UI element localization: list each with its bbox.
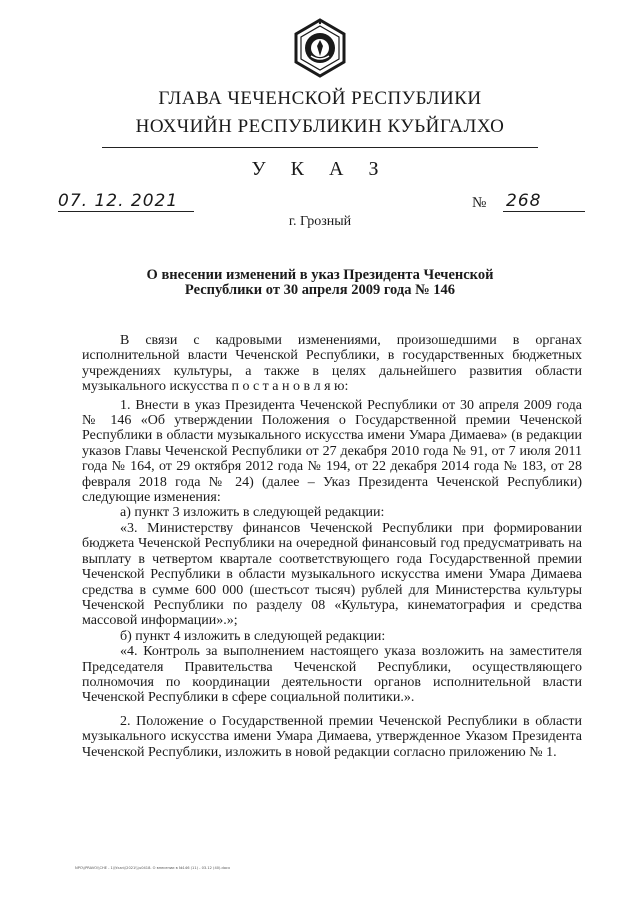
item-2-paragraph: 2. Положение о Государственной премии Чеченской Республики в области музыкального искусства имени Умара Димаева, утвержденное Указом Президента Чеченской Республики, изложить в новой редакции согласно приложению № 1. xyxy=(82,713,582,760)
decree-body xyxy=(82,333,582,760)
item-1b-paragraph: б) пункт 4 изложить в следующей редакции: xyxy=(120,628,386,644)
city-label: г. Грозный xyxy=(288,214,352,229)
authority-title-chechen: НОХЧИЙН РЕСПУБЛИКИН КУЬЙГАЛХО xyxy=(135,116,505,137)
number-underline xyxy=(503,211,585,212)
decree-number: 268 xyxy=(506,191,542,211)
authority-title: ГЛАВА ЧЕЧЕНСКОЙ РЕСПУБЛИКИ xyxy=(158,88,482,109)
item-1b-text-paragraph: «4. Контроль за выполнением настоящего указа возложить на заместителя Председателя Правительства Чеченской Республики, осуществляющего полномочия по координации деятельности органов исполнительной власти Чеченской Республики в сфере социальной политики.». xyxy=(82,644,582,706)
preamble-paragraph: В связи с кадровыми изменениями, произошедшими в органах исполнительной власти Чеченской Республики, в государственных бюджетных учреждениях культуры, а также в целях дальнейшего развития области музыкального искусства п о с т а н о в л я ю: xyxy=(82,333,582,395)
number-sign: № xyxy=(472,195,487,211)
subject-line: Республики от 30 апреля 2009 года № 146 xyxy=(184,282,456,298)
header-divider xyxy=(102,147,538,148)
item-1a-text-paragraph: «3. Министерству финансов Чеченской Республики при формировании бюджета Чеченской Республики на очередной финансовый год предусматривать на выплату в четвертом квартале соответствующего года Государственной премии Чеченской Республики в области музыкального искусства имени Умара Димаева средства в сумме 600 000 (шестьсот тысяч) рублей для Министерства культуры Чеченской Республики по разделу 08 «Культура, кинематография и средства массовой информации».»; xyxy=(82,520,582,629)
document-footer-code: NPO\\PRAVO\\CHE - 1\\Указ\\2021\\\u0418. О внесении в №146 (11) - 03.12 (40).docx xyxy=(75,866,231,870)
item-1-paragraph: 1. Внести в указ Президента Чеченской Республики от 30 апреля 2009 года № 146 «Об утверждении Положения о Государственной премии Чеченской Республики в области музыкального искусства имени Умара Димаева» (в редакции указов Главы Чеченской Республики от 27 декабря 2010 года № 91, от 7 июля 2011 года № 164, от 29 октября 2012 года № 194, от 22 декабря 2014 года № 183, от 28 февраля 2018 года № 24) (далее – Указ Президента Чеченской Республики) следующие изменения: xyxy=(82,397,582,506)
decree-subject xyxy=(120,268,520,298)
date-underline xyxy=(58,211,194,212)
decree-title: У К А З xyxy=(251,158,389,180)
item-1a-paragraph: а) пункт 3 изложить в следующей редакции: xyxy=(120,505,385,521)
coat-of-arms-icon xyxy=(290,18,350,78)
subject-line: О внесении изменений в указ Президента Чеченской xyxy=(146,267,494,283)
decree-date: 07. 12. 2021 xyxy=(58,191,179,211)
